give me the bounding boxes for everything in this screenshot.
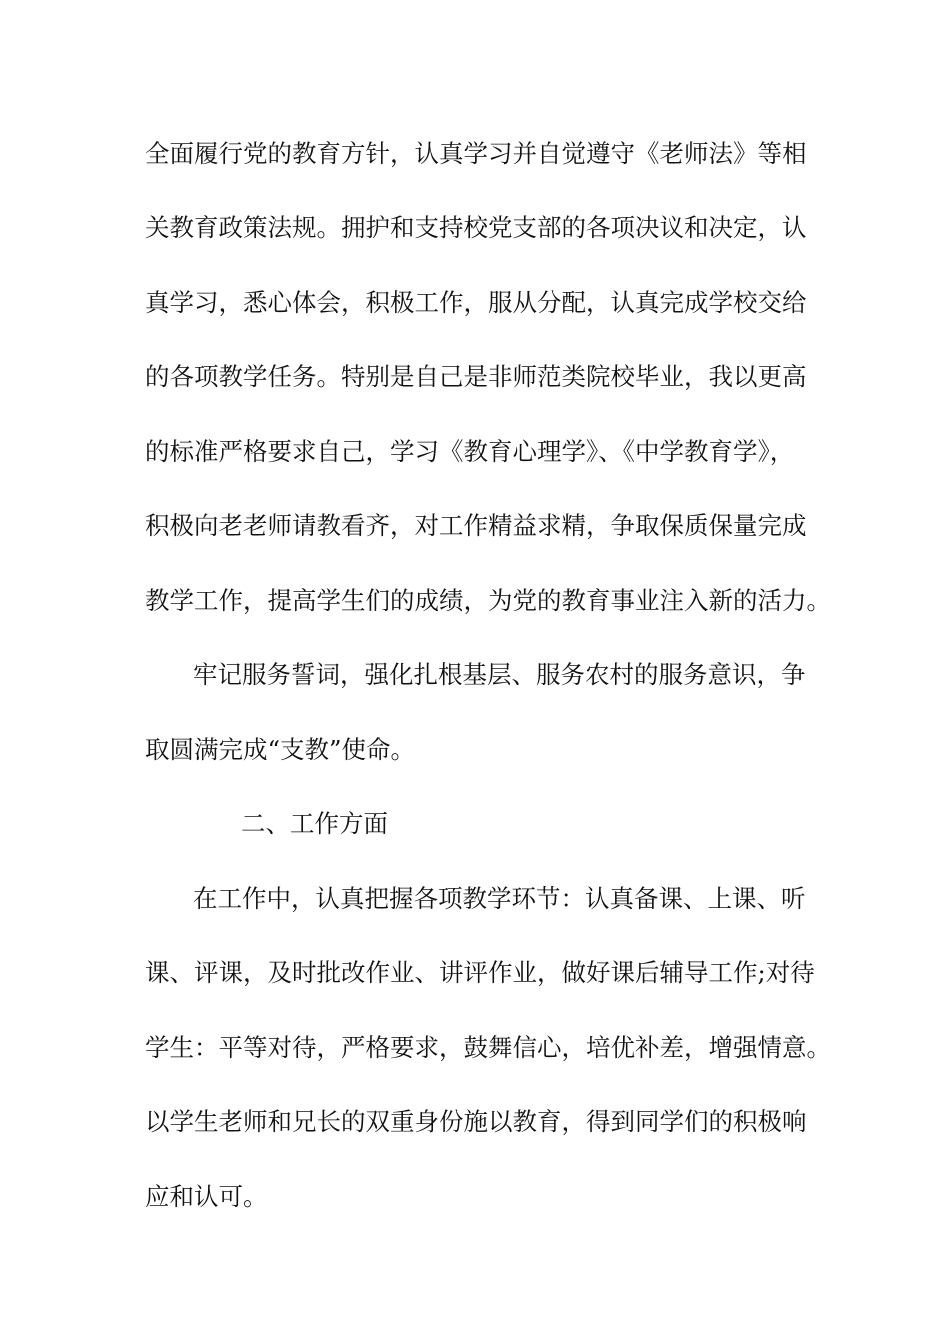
paragraph-line: 教学工作，提高学生们的成绩，为党的教育事业注入新的活力。 [145, 586, 831, 615]
paragraph-line: 全面履行党的教育方针，认真学习并自觉遵守《老师法》等相 [145, 139, 807, 168]
paragraph-line: 关教育政策法规。拥护和支持校党支部的各项决议和决定，认 [145, 213, 807, 242]
paragraph-line: 取圆满完成“支教”使命。 [145, 735, 416, 764]
paragraph-line: 牢记服务誓词，强化扎根基层、服务农村的服务意识，争 [193, 660, 806, 689]
paragraph-line: 积极向老老师请教看齐，对工作精益求精，争取保质保量完成 [145, 511, 807, 540]
paragraph-line: 的各项教学任务。特别是自己是非师范类院校毕业，我以更高 [145, 362, 807, 391]
paragraph-line: 以学生老师和兄长的双重身份施以教育，得到同学们的积极响 [145, 1107, 807, 1136]
paragraph-line: 学生：平等对待，严格要求，鼓舞信心，培优补差，增强情意。 [145, 1033, 831, 1062]
paragraph-line: 真学习，悉心体会，积极工作，服从分配，认真完成学校交给 [145, 288, 807, 317]
paragraph-line: 课、评课，及时批改作业、讲评作业，做好课后辅导工作;对待 [145, 958, 815, 987]
paragraph-line: 应和认可。 [145, 1182, 268, 1211]
paragraph-line: 的标准严格要求自己，学习《教育心理学》、《中学教育学》， [145, 437, 795, 466]
paragraph-line: 在工作中，认真把握各项教学环节：认真备课、上课、听 [193, 884, 806, 913]
section-heading: 二、工作方面 [241, 809, 388, 838]
